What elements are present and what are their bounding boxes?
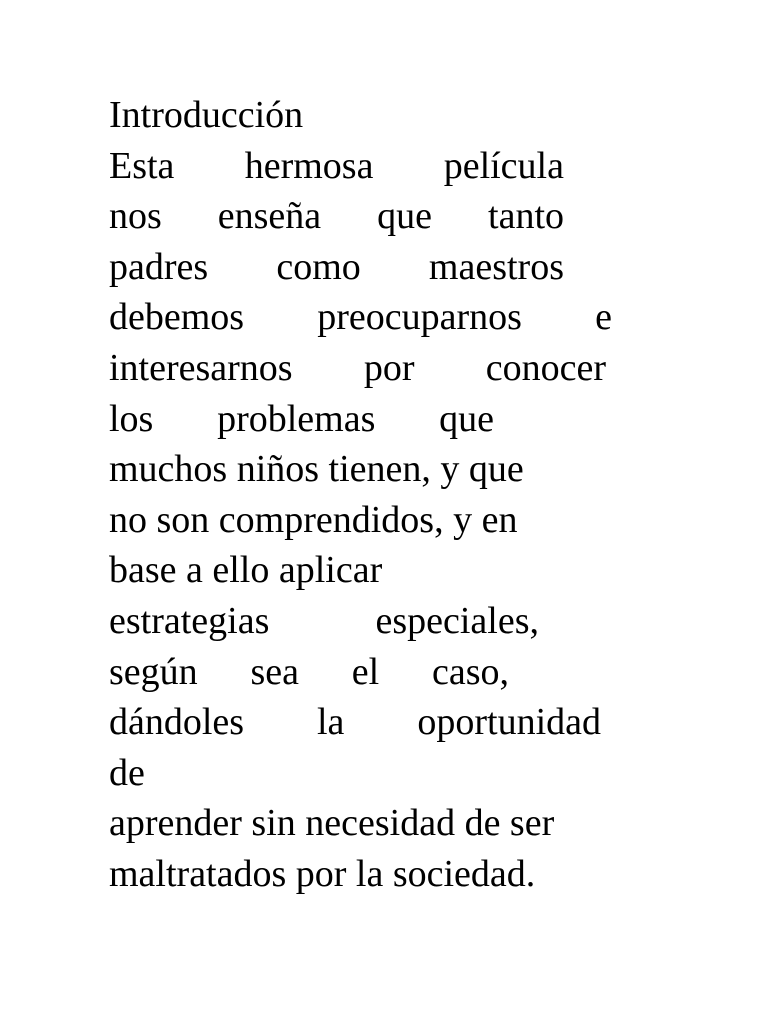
word: debemos — [109, 296, 245, 339]
word: la — [317, 701, 345, 744]
word: interesarnos — [109, 346, 293, 389]
text-line-3 — [109, 242, 564, 293]
word: enseña — [217, 195, 322, 238]
text-line-2 — [109, 191, 564, 242]
text-line-10 — [109, 596, 539, 647]
text-line-7: muchos niños tienen, y que — [109, 448, 524, 491]
text-line-11 — [109, 647, 509, 698]
word: caso, — [431, 650, 509, 693]
text-line-1 — [109, 141, 564, 192]
document-body — [109, 90, 669, 900]
word: que — [377, 195, 433, 238]
word: como — [276, 245, 361, 288]
word: sea — [250, 650, 299, 693]
word: estrategias — [109, 599, 270, 642]
text-line-15: maltratados por la sociedad. — [109, 852, 536, 895]
word: por — [363, 346, 415, 389]
word: conocer — [485, 346, 606, 389]
word: el — [351, 650, 380, 693]
word: oportunidad — [417, 701, 601, 744]
word: nos — [109, 195, 162, 238]
word: preocuparnos — [317, 296, 522, 339]
word: maestros — [428, 245, 564, 288]
text-line-14: aprender sin necesidad de ser — [109, 802, 555, 845]
word: especiales, — [375, 599, 539, 642]
text-line-4 — [109, 292, 612, 343]
text-line-13: de — [109, 751, 145, 794]
text-line-8: no son comprendidos, y en — [109, 498, 518, 541]
word: hermosa — [244, 144, 374, 187]
word: problemas — [217, 397, 376, 440]
word: Esta — [109, 144, 175, 187]
text-line-9: base a ello aplicar — [109, 549, 383, 592]
document-heading: Introducción — [109, 94, 304, 136]
word: padres — [109, 245, 209, 288]
word: que — [439, 397, 494, 440]
text-line-12 — [109, 697, 601, 748]
word: dándoles — [109, 701, 245, 744]
word: e — [595, 296, 612, 339]
word: tanto — [488, 195, 564, 238]
text-line-5 — [109, 343, 606, 394]
word: los — [109, 397, 154, 440]
word: según — [109, 650, 198, 693]
word: película — [443, 144, 564, 187]
text-line-6 — [109, 394, 494, 445]
